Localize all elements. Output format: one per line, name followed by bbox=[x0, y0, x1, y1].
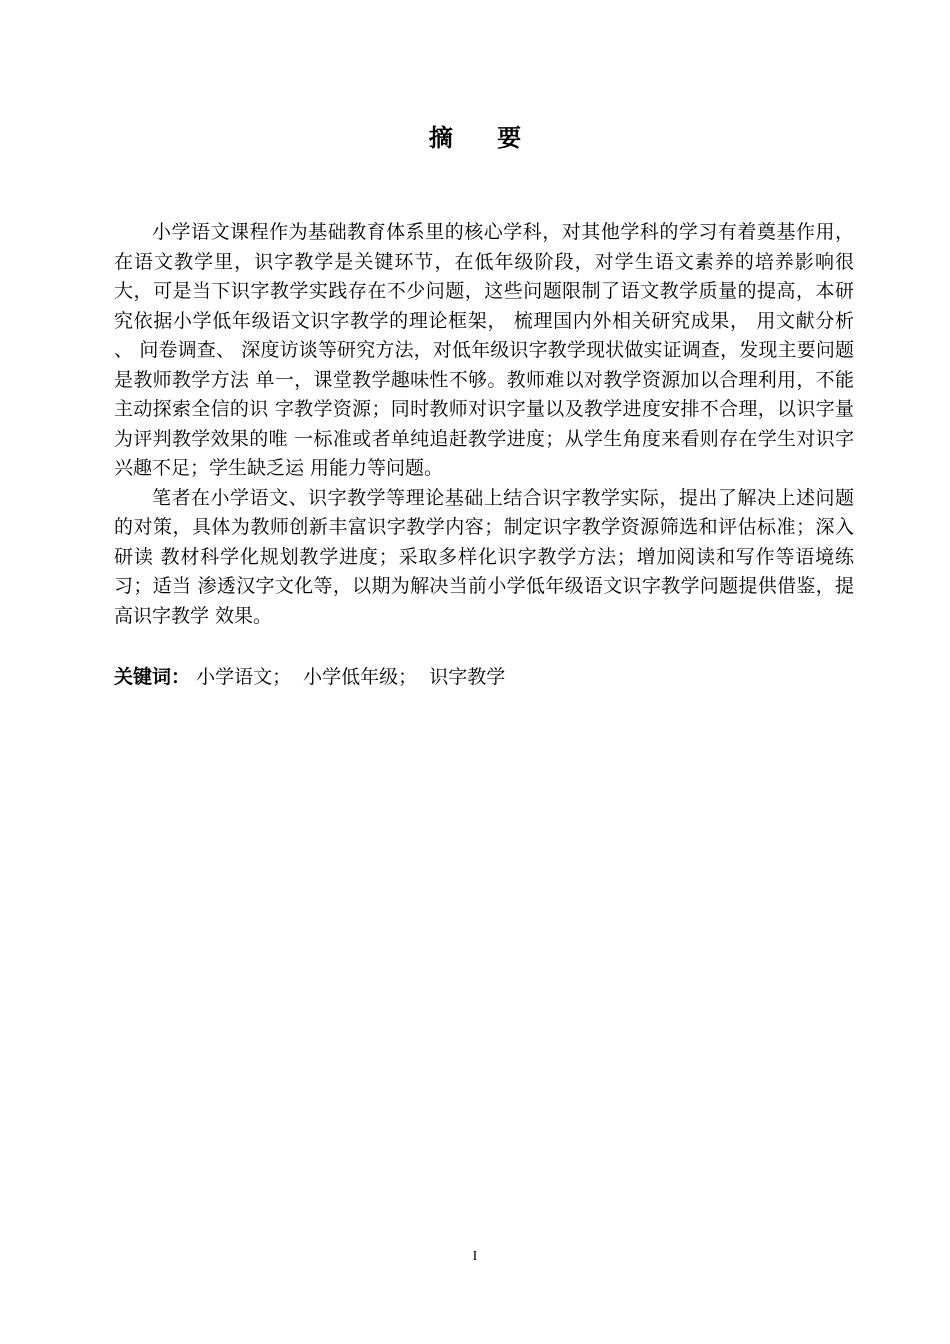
keyword-item: 小学语文； bbox=[196, 666, 292, 688]
abstract-body bbox=[114, 218, 854, 631]
keywords-label: 关键词： bbox=[114, 666, 191, 688]
abstract-paragraph-2: 笔者在小学语文、识字教学等理论基础上结合识字教学实际，提出了解决上述问题的对策，具体为教师创新丰富识字教学内容；制定识字教学资源筛选和评估标准；深入研读 教材科学化规划教学进度；采取多样化识字教学方法；增加阅读和写作等语境练习；适当 渗透汉字文化等，以期为解决当前小学低年级语文识字教学问题提供借鉴，提高识字教学 效果。 bbox=[114, 486, 854, 627]
page-number: I bbox=[472, 1249, 478, 1264]
keyword-item: 识字教学 bbox=[429, 666, 506, 688]
page-title: 摘 要 bbox=[428, 124, 540, 152]
abstract-paragraph-1: 小学语文课程作为基础教育体系里的核心学科，对其他学科的学习有着奠基作用，在语文教学里，识字教学是关键环节，在低年级阶段，对学生语文素养的培养影响很大，可是当下识字教学实践存在不少问题，这些问题限制了语文教学质量的提高，本研究依据小学低年级语文识字教学的理论框架， 梳理国内外相关研究成果， 用文献分析 、 问卷调查、 深度访谈等研究方法，对低年级识字教学现状做实证调查，发现主要问题是教师教学方法 单一，课堂教学趣味性不够。教师难以对教学资源加以合理利用，不能主动探索全信的识 字教学资源；同时教师对识字量以及教学进度安排不合理，以识字量为评判教学效果的唯 一标准或者单纯追赶教学进度；从学生角度来看则存在学生对识字兴趣不足；学生缺乏运 用能力等问题。 bbox=[114, 221, 854, 479]
keywords-line bbox=[114, 662, 854, 692]
keyword-item: 小学低年级； bbox=[303, 666, 418, 688]
